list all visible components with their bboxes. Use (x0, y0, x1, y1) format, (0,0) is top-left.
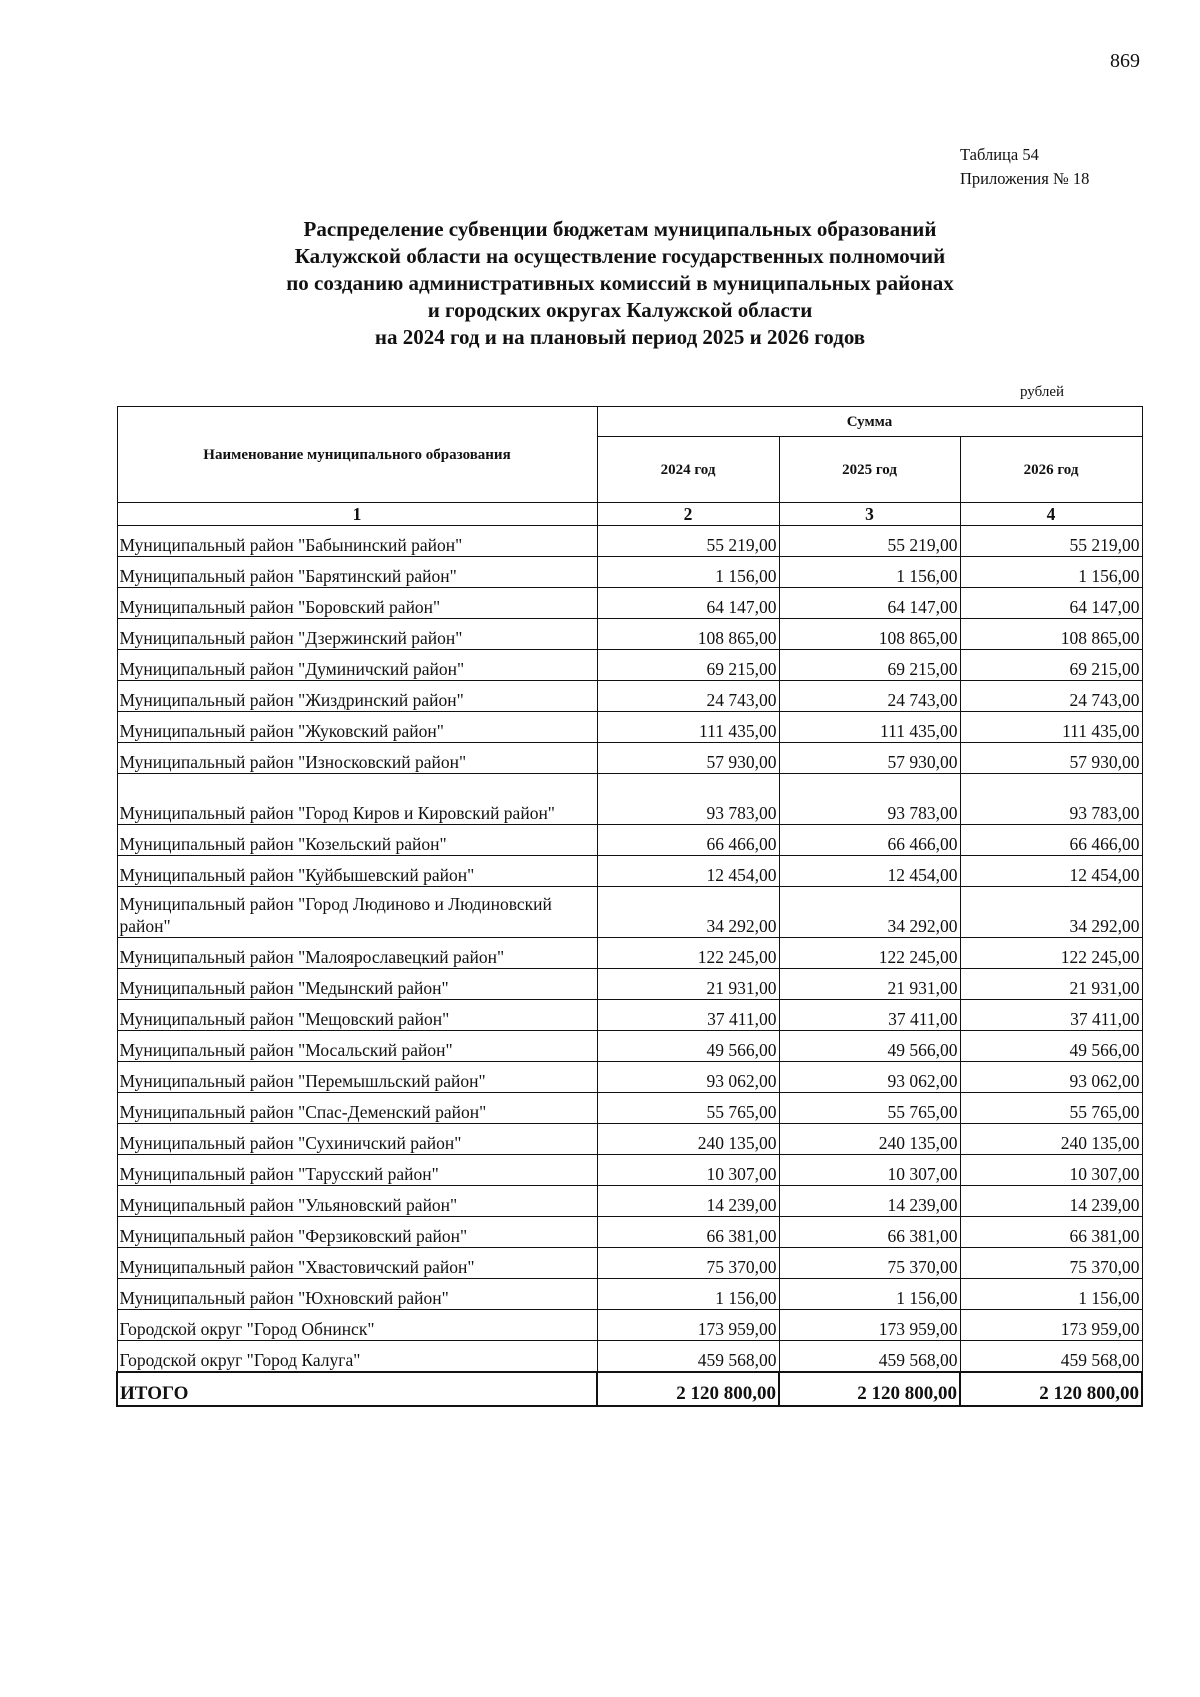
year-2026-header: 2026 год (960, 437, 1142, 503)
amount-2026: 69 215,00 (960, 650, 1142, 681)
municipality-name: Муниципальный район "Мосальский район" (117, 1031, 597, 1062)
amount-2026: 49 566,00 (960, 1031, 1142, 1062)
amount-2025: 66 381,00 (779, 1217, 960, 1248)
amount-2024: 49 566,00 (597, 1031, 779, 1062)
amount-2024: 1 156,00 (597, 557, 779, 588)
amount-2025: 111 435,00 (779, 712, 960, 743)
table-row (117, 526, 1142, 557)
municipality-name: Муниципальный район "Малоярославецкий район" (117, 938, 597, 969)
amount-2024: 1 156,00 (597, 1279, 779, 1310)
amount-2025: 12 454,00 (779, 856, 960, 887)
municipality-name: Городской округ "Город Калуга" (117, 1341, 597, 1373)
municipality-name: Муниципальный район "Жуковский район" (117, 712, 597, 743)
amount-2026: 1 156,00 (960, 1279, 1142, 1310)
table-row (117, 1031, 1142, 1062)
municipality-name: Муниципальный район "Город Людиново и Людиновский район" (117, 887, 597, 938)
total-2025: 2 120 800,00 (779, 1372, 960, 1406)
amount-2025: 14 239,00 (779, 1186, 960, 1217)
amount-2024: 34 292,00 (597, 887, 779, 938)
amount-2024: 66 381,00 (597, 1217, 779, 1248)
amount-2025: 37 411,00 (779, 1000, 960, 1031)
amount-2024: 75 370,00 (597, 1248, 779, 1279)
year-2025-header: 2025 год (779, 437, 960, 503)
amount-2026: 57 930,00 (960, 743, 1142, 774)
amount-2024: 93 783,00 (597, 774, 779, 825)
amount-2026: 108 865,00 (960, 619, 1142, 650)
municipality-name: Муниципальный район "Медынский район" (117, 969, 597, 1000)
amount-2025: 64 147,00 (779, 588, 960, 619)
table-row (117, 1093, 1142, 1124)
amount-2026: 93 783,00 (960, 774, 1142, 825)
amount-2024: 24 743,00 (597, 681, 779, 712)
amount-2026: 173 959,00 (960, 1310, 1142, 1341)
municipality-name: Муниципальный район "Перемышльский район" (117, 1062, 597, 1093)
amount-2025: 55 219,00 (779, 526, 960, 557)
amount-2026: 24 743,00 (960, 681, 1142, 712)
amount-2024: 21 931,00 (597, 969, 779, 1000)
page-number: 869 (1110, 50, 1140, 72)
amount-2025: 34 292,00 (779, 887, 960, 938)
year-2024-header: 2024 год (597, 437, 779, 503)
title-line: и городских округах Калужской области (427, 298, 813, 322)
amount-2025: 122 245,00 (779, 938, 960, 969)
table-row (117, 1186, 1142, 1217)
table-row (117, 1155, 1142, 1186)
municipality-name: Муниципальный район "Думиничский район" (117, 650, 597, 681)
amount-2025: 24 743,00 (779, 681, 960, 712)
table-row (117, 619, 1142, 650)
amount-2025: 49 566,00 (779, 1031, 960, 1062)
municipality-name: Муниципальный район "Сухиничский район" (117, 1124, 597, 1155)
table-row (117, 774, 1142, 825)
amount-2026: 459 568,00 (960, 1341, 1142, 1373)
appendix-number: Приложения № 18 (960, 169, 1090, 188)
amount-2026: 66 381,00 (960, 1217, 1142, 1248)
table-row (117, 588, 1142, 619)
municipality-name: Муниципальный район "Ферзиковский район" (117, 1217, 597, 1248)
municipality-name: Муниципальный район "Город Киров и Кировский район" (117, 774, 597, 825)
table-row (117, 1124, 1142, 1155)
amount-2026: 12 454,00 (960, 856, 1142, 887)
amount-2024: 93 062,00 (597, 1062, 779, 1093)
amount-2024: 55 219,00 (597, 526, 779, 557)
amount-2025: 1 156,00 (779, 557, 960, 588)
table-row (117, 1217, 1142, 1248)
municipality-name: Муниципальный район "Юхновский район" (117, 1279, 597, 1310)
municipality-name: Муниципальный район "Барятинский район" (117, 557, 597, 588)
amount-2024: 37 411,00 (597, 1000, 779, 1031)
table-row (117, 1310, 1142, 1341)
amount-2025: 69 215,00 (779, 650, 960, 681)
amount-2025: 459 568,00 (779, 1341, 960, 1373)
municipality-name: Муниципальный район "Куйбышевский район" (117, 856, 597, 887)
table-row (117, 650, 1142, 681)
municipality-name: Городской округ "Город Обнинск" (117, 1310, 597, 1341)
amount-2024: 66 466,00 (597, 825, 779, 856)
table-row (117, 887, 1142, 938)
units-label: рублей (1020, 384, 1065, 400)
sum-column-header: Сумма (597, 407, 1142, 437)
municipality-name: Муниципальный район "Износковский район" (117, 743, 597, 774)
amount-2025: 1 156,00 (779, 1279, 960, 1310)
column-index: 1 (117, 503, 597, 526)
municipality-name: Муниципальный район "Тарусский район" (117, 1155, 597, 1186)
amount-2024: 111 435,00 (597, 712, 779, 743)
amount-2025: 57 930,00 (779, 743, 960, 774)
table-row (117, 856, 1142, 887)
amount-2026: 21 931,00 (960, 969, 1142, 1000)
amount-2024: 69 215,00 (597, 650, 779, 681)
column-index-row (117, 503, 1142, 526)
title-line: по созданию административных комиссий в муниципальных районах (286, 271, 954, 295)
municipality-name: Муниципальный район "Жиздринский район" (117, 681, 597, 712)
title-line: Распределение субвенции бюджетам муниципальных образований (303, 217, 937, 241)
table-reference (960, 143, 1089, 191)
amount-2025: 93 783,00 (779, 774, 960, 825)
amount-2024: 12 454,00 (597, 856, 779, 887)
total-2024: 2 120 800,00 (597, 1372, 779, 1406)
amount-2026: 10 307,00 (960, 1155, 1142, 1186)
municipality-name: Муниципальный район "Дзержинский район" (117, 619, 597, 650)
table-row (117, 1062, 1142, 1093)
table-row (117, 969, 1142, 1000)
title-line: Калужской области на осуществление государственных полномочий (294, 244, 946, 268)
municipality-name: Муниципальный район "Боровский район" (117, 588, 597, 619)
total-label: ИТОГО (117, 1372, 597, 1406)
municipality-name: Муниципальный район "Козельский район" (117, 825, 597, 856)
amount-2024: 173 959,00 (597, 1310, 779, 1341)
amount-2026: 34 292,00 (960, 887, 1142, 938)
amount-2026: 55 219,00 (960, 526, 1142, 557)
table-row (117, 938, 1142, 969)
amount-2025: 240 135,00 (779, 1124, 960, 1155)
total-2026: 2 120 800,00 (960, 1372, 1142, 1406)
table-row (117, 825, 1142, 856)
table-row (117, 1279, 1142, 1310)
amount-2026: 93 062,00 (960, 1062, 1142, 1093)
amount-2024: 122 245,00 (597, 938, 779, 969)
municipality-name: Муниципальный район "Бабынинский район" (117, 526, 597, 557)
amount-2026: 55 765,00 (960, 1093, 1142, 1124)
amount-2024: 240 135,00 (597, 1124, 779, 1155)
amount-2025: 93 062,00 (779, 1062, 960, 1093)
table-row (117, 1248, 1142, 1279)
amount-2026: 14 239,00 (960, 1186, 1142, 1217)
municipality-name: Муниципальный район "Спас-Деменский район" (117, 1093, 597, 1124)
amount-2024: 14 239,00 (597, 1186, 779, 1217)
table-row (117, 1341, 1142, 1373)
amount-2025: 75 370,00 (779, 1248, 960, 1279)
amount-2026: 1 156,00 (960, 557, 1142, 588)
amount-2025: 66 466,00 (779, 825, 960, 856)
municipality-name: Муниципальный район "Мещовский район" (117, 1000, 597, 1031)
amount-2024: 459 568,00 (597, 1341, 779, 1373)
amount-2026: 111 435,00 (960, 712, 1142, 743)
municipality-name: Муниципальный район "Ульяновский район" (117, 1186, 597, 1217)
table-row (117, 681, 1142, 712)
total-row (117, 1372, 1142, 1406)
document-title (200, 216, 1040, 351)
amount-2026: 75 370,00 (960, 1248, 1142, 1279)
amount-2024: 108 865,00 (597, 619, 779, 650)
amount-2024: 64 147,00 (597, 588, 779, 619)
table-row (117, 743, 1142, 774)
amount-2025: 55 765,00 (779, 1093, 960, 1124)
table-row (117, 557, 1142, 588)
amount-2025: 21 931,00 (779, 969, 960, 1000)
table-body (117, 526, 1142, 1373)
municipality-name: Муниципальный район "Хвастовичский район" (117, 1248, 597, 1279)
amount-2026: 240 135,00 (960, 1124, 1142, 1155)
amount-2026: 122 245,00 (960, 938, 1142, 969)
column-index: 3 (779, 503, 960, 526)
subvention-table (116, 406, 1143, 1407)
amount-2024: 57 930,00 (597, 743, 779, 774)
table-row (117, 1000, 1142, 1031)
table-number: Таблица 54 (960, 145, 1039, 164)
column-index: 2 (597, 503, 779, 526)
column-index: 4 (960, 503, 1142, 526)
name-column-header: Наименование муниципального образования (117, 407, 597, 503)
amount-2025: 10 307,00 (779, 1155, 960, 1186)
table-row (117, 712, 1142, 743)
amount-2024: 10 307,00 (597, 1155, 779, 1186)
amount-2026: 66 466,00 (960, 825, 1142, 856)
amount-2026: 64 147,00 (960, 588, 1142, 619)
amount-2025: 108 865,00 (779, 619, 960, 650)
amount-2026: 37 411,00 (960, 1000, 1142, 1031)
title-line: на 2024 год и на плановый период 2025 и 2026 годов (374, 325, 866, 349)
amount-2025: 173 959,00 (779, 1310, 960, 1341)
amount-2024: 55 765,00 (597, 1093, 779, 1124)
